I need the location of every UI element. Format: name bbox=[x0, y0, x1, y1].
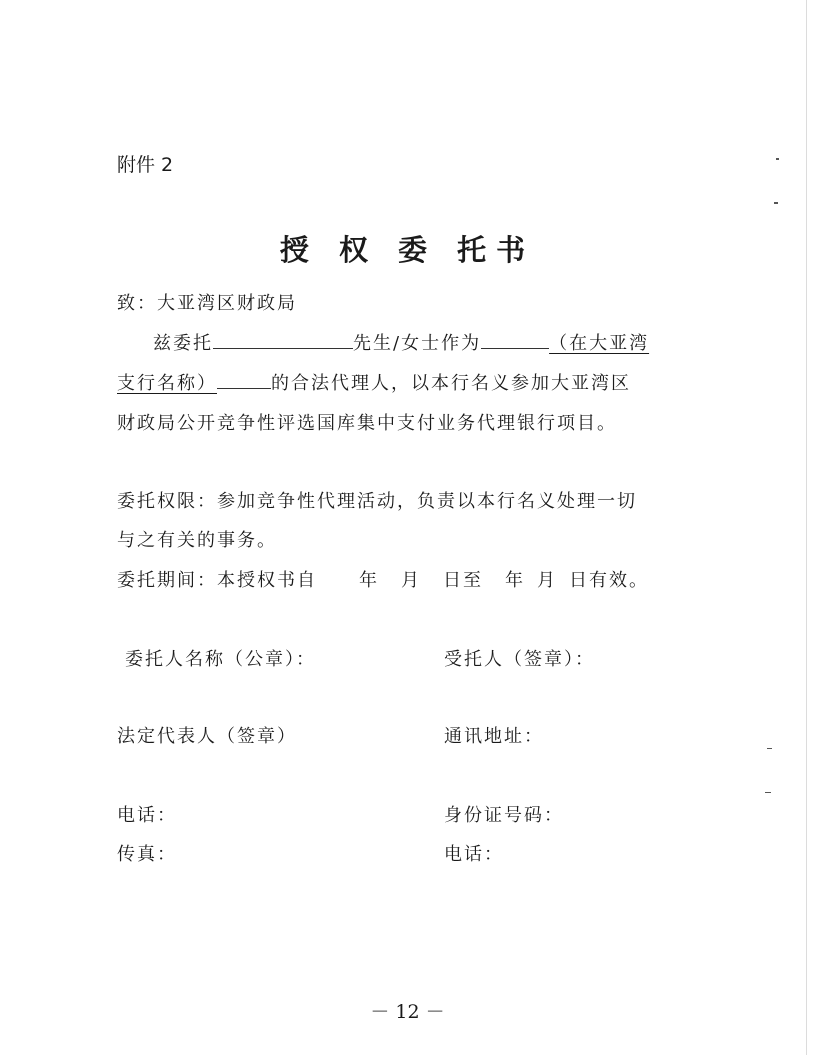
scan-edge-line bbox=[806, 0, 807, 1055]
attachment-label: 附件 2 bbox=[117, 154, 174, 176]
para1-line2 bbox=[117, 369, 631, 395]
para1-prefix: 兹委托 bbox=[153, 333, 213, 354]
para1-line3: 财政局公开竞争性评选国库集中支付业务代理银行项目。 bbox=[117, 413, 617, 434]
fax-label: 传真： bbox=[117, 844, 177, 865]
legal-rep-label: 法定代表人（签章） bbox=[117, 726, 297, 747]
period-valid: 日有效。 bbox=[569, 570, 649, 591]
para1-mid: 先生/女士作为 bbox=[353, 333, 482, 354]
phone-right-label: 电话： bbox=[444, 844, 504, 865]
period-year1: 年 bbox=[359, 570, 379, 591]
period-month1: 月 bbox=[401, 570, 421, 591]
period-line bbox=[117, 566, 649, 592]
scan-speck bbox=[774, 202, 778, 204]
scan-speck bbox=[767, 748, 772, 749]
id-number-label: 身份证号码： bbox=[444, 805, 564, 826]
branch-bracket-a: （在大亚湾 bbox=[549, 333, 650, 354]
authority-line2: 与之有关的事务。 bbox=[117, 530, 277, 551]
scan-speck bbox=[765, 792, 771, 793]
recipient-line: 致：大亚湾区财政局 bbox=[117, 293, 297, 314]
principal-name-label: 委托人名称（公章）： bbox=[125, 649, 316, 670]
document-title: 授 权 委 托书 bbox=[279, 233, 536, 267]
scan-speck bbox=[776, 158, 779, 160]
period-day-to: 日至 bbox=[443, 570, 483, 591]
agent-name-blank bbox=[213, 330, 353, 349]
period-year2: 年 bbox=[505, 570, 525, 591]
branch-bracket-b: 支行名称） bbox=[117, 373, 217, 394]
role-blank bbox=[481, 330, 549, 349]
branch-blank bbox=[217, 370, 271, 389]
agent-label: 受托人（签章）： bbox=[444, 649, 595, 670]
period-month2: 月 bbox=[537, 570, 557, 591]
address-label: 通讯地址： bbox=[444, 726, 544, 747]
para1-line1 bbox=[153, 329, 649, 355]
authority-line1: 委托权限：参加竞争性代理活动，负责以本行名义处理一切 bbox=[117, 491, 637, 512]
page-number: － 12 － bbox=[370, 1001, 445, 1023]
period-prefix: 委托期间：本授权书自 bbox=[117, 570, 317, 591]
para1-suffix: 的合法代理人，以本行名义参加大亚湾区 bbox=[271, 373, 631, 394]
phone-left-label: 电话： bbox=[117, 805, 177, 826]
